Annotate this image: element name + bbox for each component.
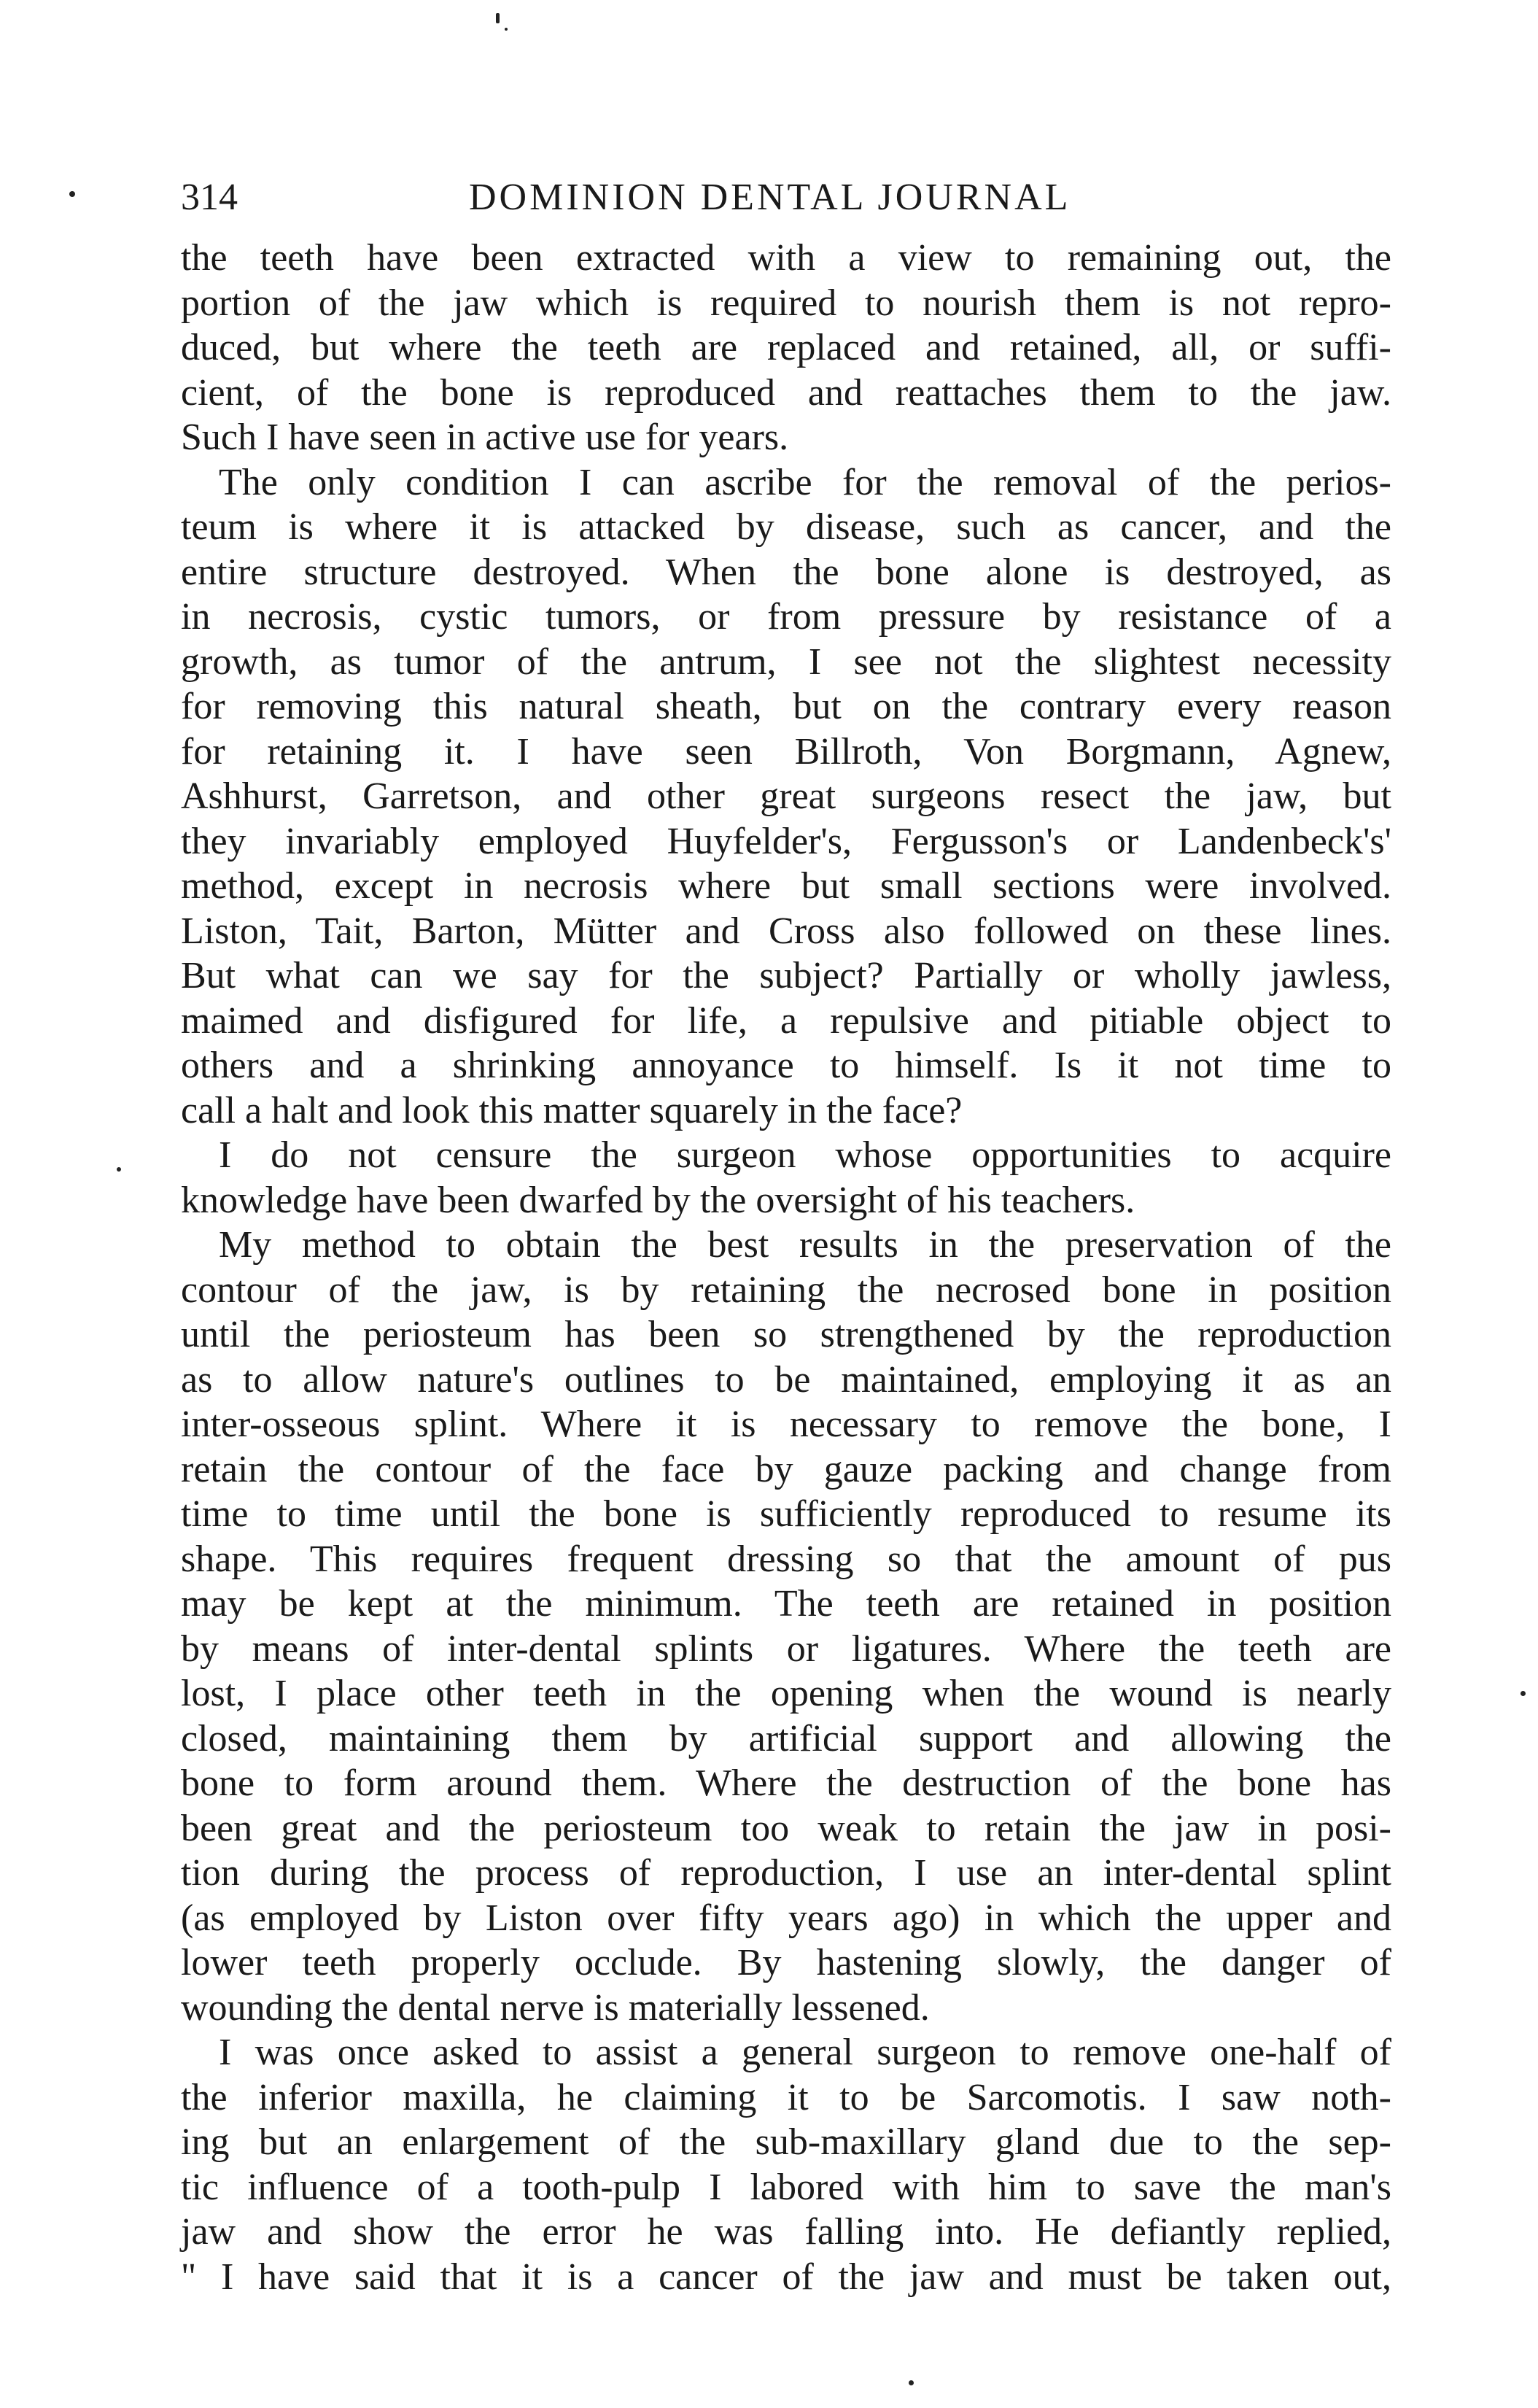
- scan-speck: [69, 191, 75, 197]
- text-line: inter-osseous splint. Where it is necessary to remove the bone, I: [181, 1404, 1391, 1445]
- text-line: (as employed by Liston over fifty years ago) in which the upper and: [181, 1897, 1391, 1939]
- text-line: My method to obtain the best results in the preservation of the: [219, 1224, 1391, 1266]
- text-line: Such I have seen in active use for years.: [181, 417, 789, 458]
- text-line: as to allow nature's outlines to be maintained, employing it as an: [181, 1358, 1391, 1401]
- text-line: closed, maintaining them by artificial support and allowing the: [181, 1717, 1391, 1759]
- scan-speck: [505, 28, 508, 31]
- text-line: wounding the dental nerve is materially lessened.: [181, 1986, 930, 2029]
- text-line: But what can we say for the subject? Partially or wholly jawless,: [181, 955, 1391, 996]
- text-line: I do not censure the surgeon whose opportunities to acquire: [219, 1134, 1391, 1176]
- scan-speck: [909, 2380, 914, 2385]
- page-header: [181, 172, 1391, 223]
- text-line: shape. This requires frequent dressing so that the amount of pus: [181, 1538, 1391, 1580]
- text-line: duced, but where the teeth are replaced and retained, all, or suffi-: [181, 327, 1391, 368]
- text-line: by means of inter-dental splints or ligatures. Where the teeth are: [181, 1627, 1391, 1670]
- text-line: teum is where it is attacked by disease, such as cancer, and the: [181, 506, 1391, 548]
- page-number: 314: [181, 177, 238, 218]
- article-body: [181, 236, 1391, 2299]
- text-line: Liston, Tait, Barton, Mütter and Cross also followed on these lines.: [181, 910, 1391, 952]
- scan-speck: [1520, 1691, 1526, 1696]
- text-line: been great and the periosteum too weak to retain the jaw in posi-: [181, 1807, 1391, 1849]
- text-line: bone to form around them. Where the destruction of the bone has: [181, 1762, 1391, 1804]
- journal-title: DOMINION DENTAL JOURNAL: [469, 177, 1071, 218]
- text-line: until the periosteum has been so strengthened by the reproduction: [181, 1314, 1391, 1355]
- scan-speck: [117, 1167, 121, 1172]
- text-line: the teeth have been extracted with a view to remaining out, the: [181, 237, 1391, 279]
- text-line: ing but an enlargement of the sub-maxillary gland due to the sep-: [181, 2121, 1391, 2163]
- text-line: cient, of the bone is reproduced and reattaches them to the jaw.: [181, 371, 1391, 414]
- text-line: others and a shrinking annoyance to himself. Is it not time to: [181, 1045, 1391, 1086]
- text-line: lost, I place other teeth in the opening when the wound is nearly: [181, 1673, 1391, 1714]
- text-line: time to time until the bone is sufficiently reproduced to resume its: [181, 1493, 1391, 1535]
- text-line: call a halt and look this matter squarely in the face?: [181, 1089, 963, 1131]
- text-line: entire structure destroyed. When the bone alone is destroyed, as: [181, 551, 1391, 593]
- text-line: lower teeth properly occlude. By hastening slowly, the danger of: [181, 1942, 1391, 1983]
- text-line: The only condition I can ascribe for the removal of the perios-: [219, 461, 1391, 503]
- text-line: jaw and show the error he was falling into. He defiantly replied,: [181, 2211, 1391, 2253]
- text-line: I was once asked to assist a general surgeon to remove one-half of: [219, 2032, 1391, 2073]
- text-line: may be kept at the minimum. The teeth are retained in position: [181, 1583, 1391, 1625]
- text-line: portion of the jaw which is required to nourish them is not repro-: [181, 282, 1391, 324]
- text-line: Ashhurst, Garretson, and other great surgeons resect the jaw, but: [181, 775, 1391, 817]
- text-line: tic influence of a tooth-pulp I labored with him to save the man's: [181, 2166, 1391, 2208]
- text-line: the inferior maxilla, he claiming it to be Sarcomotis. I saw noth-: [181, 2076, 1391, 2118]
- text-line: in necrosis, cystic tumors, or from pressure by resistance of a: [181, 596, 1391, 638]
- text-line: tion during the process of reproduction, I use an inter-dental splint: [181, 1852, 1391, 1894]
- scan-speck: [496, 13, 500, 23]
- text-line: method, except in necrosis where but small sections were involved.: [181, 865, 1391, 907]
- text-line: " I have said that it is a cancer of the jaw and must be taken out,: [181, 2256, 1391, 2298]
- text-line: for retaining it. I have seen Billroth, Von Borgmann, Agnew,: [181, 730, 1391, 773]
- text-line: maimed and disfigured for life, a repulsive and pitiable object to: [181, 999, 1391, 1042]
- text-line: contour of the jaw, is by retaining the necrosed bone in position: [181, 1269, 1391, 1311]
- text-line: for removing this natural sheath, but on the contrary every reason: [181, 686, 1391, 727]
- text-line: retain the contour of the face by gauze packing and change from: [181, 1448, 1391, 1490]
- text-line: they invariably employed Huyfelder's, Fergusson's or Landenbeck's': [181, 820, 1391, 862]
- text-line: knowledge have been dwarfed by the oversight of his teachers.: [181, 1179, 1135, 1221]
- text-line: growth, as tumor of the antrum, I see not the slightest necessity: [181, 640, 1391, 683]
